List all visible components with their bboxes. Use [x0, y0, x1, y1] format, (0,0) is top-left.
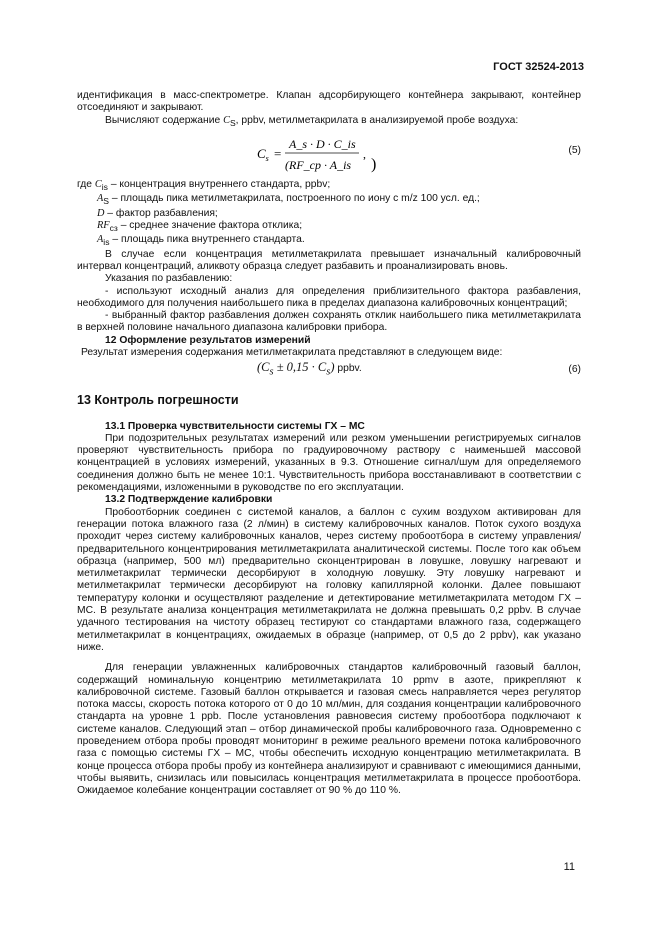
paragraph-calc-intro: Вычисляют содержание $C_S$, ppbv, метилметакрилата в анализируемой пробе воздуха:: [105, 114, 519, 128]
page-content: [77, 90, 581, 797]
dilution-item-0: - используют исходный анализ для определения приблизительного фактора разбавления, необходимого для получения наибольшего пика в пределах диапазона калибровочных концентраций;: [77, 285, 581, 309]
formula-5-graphic: [77, 131, 581, 175]
formula-5-close-paren: ): [371, 155, 377, 173]
where-item-1: $A_S$ – площадь пика метилметакрилата, построенного по иону с m/z 100 усл. ед.;: [97, 193, 480, 207]
section-13-1-text: При подозрительных результатах измерений или резком уменьшении регистрируемых сигналов проверяют чувствительность прибора по градуировочному раствору с наименьшей массовой концентрацией в условиях измерений, указанных в 9.3. Отношение сигнал/шум для определяемого соединения должно быть не менее 10:1. Чувствительность прибора восстанавливают в соответствии с рекомендациями, изложенными в руководстве по его эксплуатации.: [77, 432, 581, 494]
formula-5-equals: =: [274, 145, 282, 161]
formula-5-lhs: $C_s$: [257, 145, 269, 163]
dilution-title: Указания по разбавлению:: [105, 273, 233, 285]
section-13-1-title: 13.1 Проверка чувствительности системы ГХ – МС: [105, 420, 365, 432]
section-13-title: 13 Контроль погрешности: [77, 393, 239, 408]
section-13-2-title: 13.2 Подтверждение калибровки: [105, 494, 273, 506]
where-item-2: D – фактор разбавления;: [97, 207, 218, 219]
paragraph-exceed-case: В случае если концентрация метилметакрилата превышает изначальный калибровочный интервал концентраций, аликвоту образца следует разбавить и проанализировать вновь.: [77, 248, 581, 272]
formula-5-numerator: A_s · D · C_is: [289, 136, 356, 151]
formula-5-denominator: (RF_cp · A_is: [285, 157, 352, 172]
section-12-text: Результат измерения содержания метилметакрилата представляют в следующем виде:: [81, 346, 503, 358]
formula-5-comma: ,: [363, 146, 366, 161]
paragraph-identification: идентификация в масс-спектрометре. Клапан адсорбирующего контейнера закрывают, контейнер отсоединяют и закрывают.: [77, 90, 581, 114]
formula-5-number: (5): [568, 144, 581, 156]
section-13-2-paragraph-2: Для генерации увлажненных калибровочных стандартов калибровочный газовый баллон, содержащий номинальную концентрию метилметакрилата 10 ppmv в азоте, прикрепляют к калибровочной системе. Газовый баллон открывается и газовая смесь направляется через регулятор потока массы, скорость потока которого от 0 до 10 мл/мин, для создания концентрации калибровочного стандарта на уровне 1 ppb. После установления равновесия систему пробоотбора подключают к системе каналов. Следующий этап – отбор динамической пробы калибровочного газа. Одновременно с проведением отбора пробы проводят мониторинг в режиме реального времени потока калибровочного газа с помощью системы ГХ – МС, чтобы обеспечить исходную концентрацию метилметакрилата. В конце процесса отбора пробы пробу из контейнера анализируют и сравнивают с имеющимися данными, чтобы выявить, снизилась или повысилась концентрация метилметакрилата в процессе пробоотбора. Ожидаемое колебание концентрации составляет от 90 % до 110 %.: [77, 662, 581, 797]
where-item-3: $RF_{cз}$ – среднее значение фактора отклика;: [97, 219, 303, 233]
standard-header: ГОСТ 32524-2013: [493, 61, 584, 73]
page-number: 11: [563, 861, 575, 873]
formula-5: [77, 131, 581, 175]
formula-6: [77, 360, 581, 380]
section-13-2-paragraph-1: Пробоотборник соединен с системой каналов, а баллон с сухим воздухом активирован для генерации потока влажного газа (2 л/мин) в систему калибровочных каналов. Поток сухого воздуха проходит через систему калибровочных каналов, через систему пробоотбора в систему управления/предварительного концентрирования метилметакрилата аналитической системы. После того как объем образца (например, 500 мл) предварительно сконцентрирован в ловушке, ловушку нагревают и метилметакрилат термически десорбируют в холодную ловушку. Эту ловушку нагревают и метилметакрилат термически десорбируют на головку капиллярной колонки. Далее повышают температуру колонки и осуществляют разделение и детектирование метилметакрилата методом ГХ – МС. В результате анализа концентрация метилметакрилата не должна превышать 0,2 ppbv. В случае удачного тестирования на чистоту образец тестируют со стандартами влажного газа, содержащего метилметакрилат в концентрациях, ожидаемых в образце (например, от 0,5 до 2 ppbv), как указано ниже.: [77, 506, 581, 653]
section-12-title: 12 Оформление результатов измерений: [105, 334, 311, 346]
formula-6-expression: $(C_s \pm 0,15 \cdot C_s)$ ppbv.: [257, 360, 362, 378]
where-list: [77, 179, 581, 249]
formula-6-number: (6): [568, 364, 581, 376]
dilution-item-1: - выбранный фактор разбавления должен сохранять отклик наибольшего пика метилметакрилата в верхней половине начального диапазона калибровки прибора.: [77, 310, 581, 334]
where-item-4: $A_{is}$ – площадь пика внутреннего стандарта.: [97, 234, 305, 248]
where-item-0: где $C_{is}$ – концентрация внутреннего стандарта, ppbv;: [77, 178, 331, 192]
